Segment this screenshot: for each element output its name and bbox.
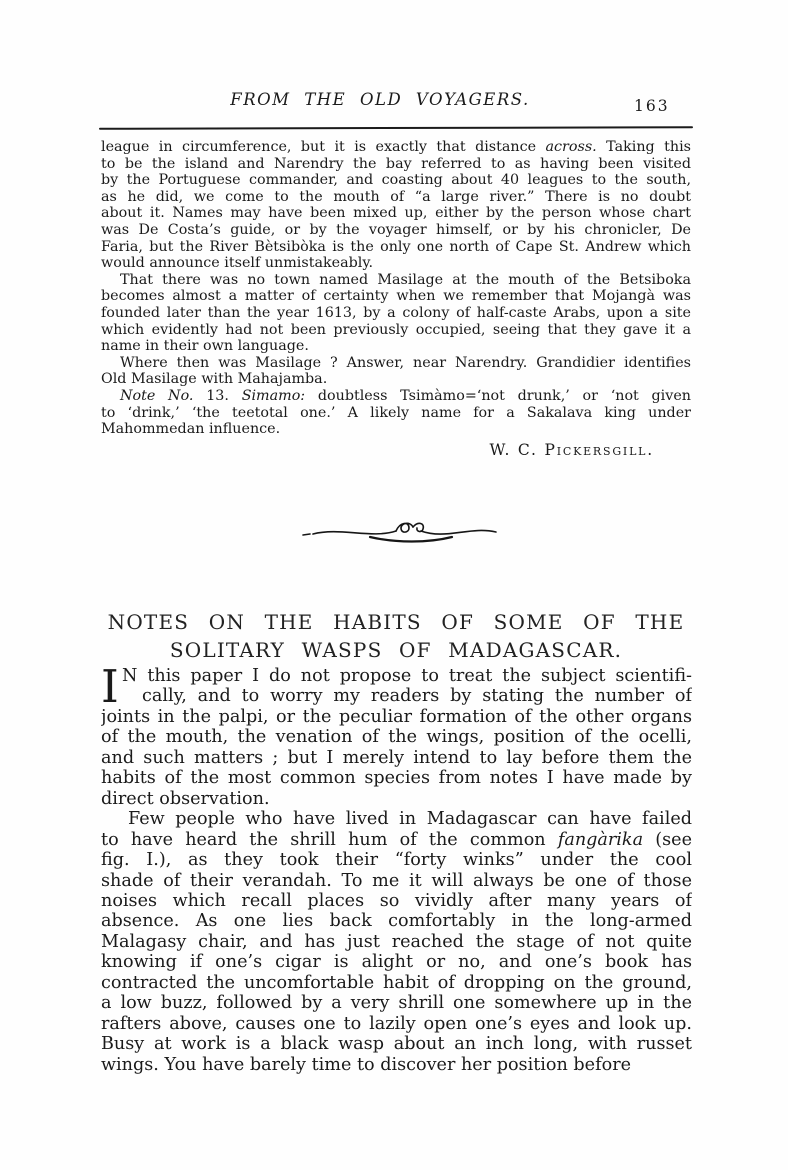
text-line: noises which recall places so vividly after many years of	[101, 890, 692, 911]
text-line: cally, and to worry my readers by stating the number of	[142, 686, 692, 707]
text-line: Mahommedan influence.	[101, 421, 281, 438]
text-line: becomes almost a matter of certainty when we remember that Mojangà was	[101, 288, 691, 305]
text-line: Note No. 13. Simamo: doubtless Tsimàmo=‘not drunk,’ or ‘not given	[120, 387, 691, 404]
author-signature: W. C. Pickersgill.	[489, 440, 654, 459]
paragraph	[101, 139, 691, 272]
text-line: about it. Names may have been mixed up, either by the person whose chart	[101, 205, 691, 222]
text-line: of the mouth, the venation of the wings, position of the ocelli,	[101, 727, 692, 748]
text-line: fig. I.), as they took their “forty winks” under the cool	[101, 850, 692, 871]
wasps-article-text-block	[101, 666, 692, 1075]
text-line: to have heard the shrill hum of the common fangàrika (see	[101, 829, 692, 850]
text-line: Where then was Masilage ? Answer, near Narendry. Grandidier identifies	[120, 354, 691, 371]
text-line: name in their own language.	[101, 338, 309, 355]
text-line: to ‘drink,’ ‘the teetotal one.’ A likely name for a Sakalava king under	[101, 404, 691, 421]
header-rule	[99, 126, 693, 130]
text-line: rafters above, causes one to lazily open one’s eyes and look up.	[101, 1013, 692, 1034]
drop-cap-paragraph	[101, 666, 692, 809]
drop-cap-letter: I	[101, 666, 119, 713]
old-voyagers-text-block	[101, 139, 691, 458]
text-line: direct observation.	[101, 788, 270, 809]
article-title	[100, 608, 692, 664]
text-line: Few people who have lived in Madagascar can have failed	[128, 809, 692, 830]
text-line: habits of the most common species from notes I have made by	[101, 768, 692, 789]
text-line: absence. As one lies back comfortably in the long-armed	[101, 911, 692, 932]
note-paragraph	[101, 388, 691, 438]
text-line: which evidently had not been previously occupied, seeing that they gave it a	[101, 321, 691, 338]
running-head-title: FROM THE OLD VOYAGERS.	[230, 90, 530, 109]
text-line: would announce itself unmistakeably.	[101, 255, 374, 272]
text-line: knowing if one’s cigar is alight or no, and one’s book has	[101, 952, 692, 973]
text-line: Faria, but the River Bètsibòka is the only one north of Cape St. Andrew which	[101, 238, 691, 255]
text-line: was De Costa’s guide, or by the voyager himself, or by his chronicler, De	[101, 221, 691, 238]
divider-flourish-icon	[300, 515, 500, 551]
text-line: joints in the palpi, or the peculiar formation of the other organs	[101, 706, 692, 727]
text-line: and such matters ; but I merely intend to lay before them the	[101, 747, 692, 768]
text-line: shade of their verandah. To me it will always be one of those	[101, 870, 692, 891]
text-line: Malagasy chair, and has just reached the stage of not quite	[101, 931, 692, 952]
text-line: contracted the uncomfortable habit of dropping on the ground,	[101, 972, 692, 993]
article-title-line: SOLITARY WASPS OF MADAGASCAR.	[169, 638, 623, 662]
text-line: to be the island and Narendry the bay referred to as having been visited	[101, 155, 691, 172]
text-line: Old Masilage with Mahajamba.	[101, 371, 328, 388]
paragraph	[101, 355, 691, 388]
text-line: That there was no town named Masilage at the mouth of the Betsiboka	[120, 271, 691, 288]
text-line: founded later than the year 1613, by a colony of half-caste Arabs, upon a site	[101, 304, 691, 321]
paragraph	[101, 272, 691, 355]
paragraph	[101, 809, 692, 1075]
page-number: 163	[634, 97, 670, 115]
text-line: by the Portuguese commander, and coasting about 40 leagues to the south,	[101, 172, 691, 189]
text-line: a low buzz, followed by a very shrill one somewhere up in the	[101, 993, 692, 1014]
text-line: as he did, we come to the mouth of “a large river.” There is no doubt	[101, 188, 691, 205]
text-line: Busy at work is a black wasp about an inch long, with russet	[101, 1034, 692, 1055]
article-title-line: NOTES ON THE HABITS OF SOME OF THE	[107, 610, 685, 634]
text-line: N this paper I do not propose to treat the subject scientifi-	[122, 666, 692, 686]
text-line: league in circumference, but it is exactly that distance across. Taking this	[101, 139, 691, 155]
text-line: wings. You have barely time to discover her position before	[101, 1054, 632, 1075]
